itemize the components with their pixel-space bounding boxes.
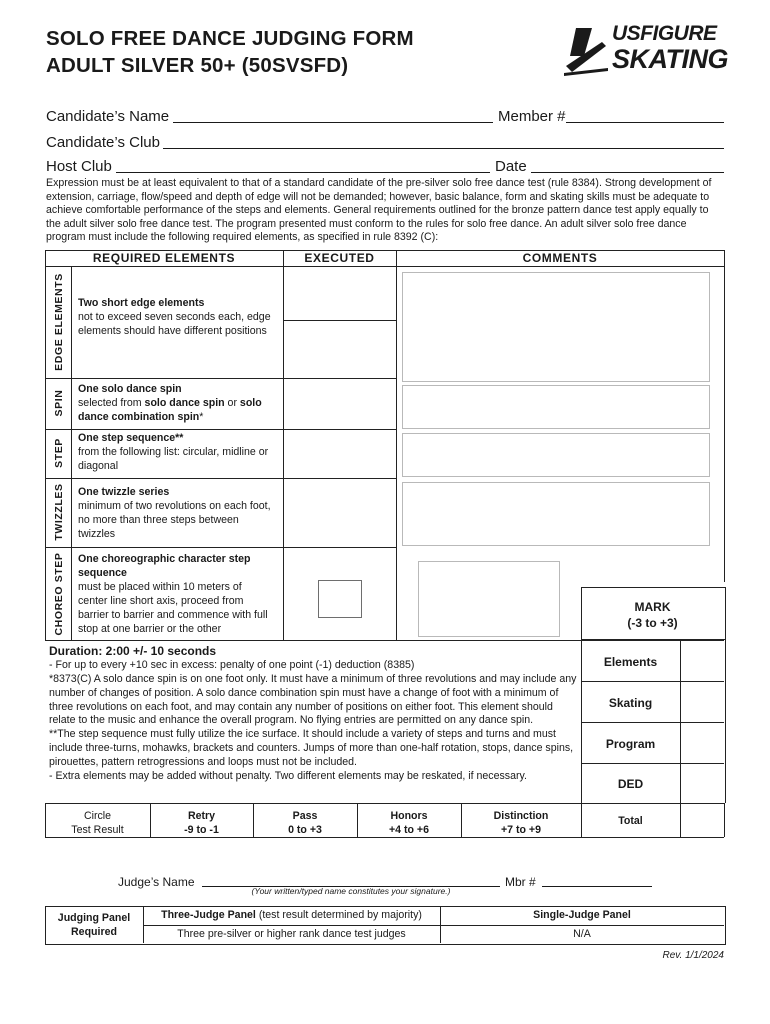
host-club-label: Host Club (46, 158, 112, 175)
row-divider (45, 478, 396, 479)
header-divider (45, 266, 724, 267)
table-left-border (45, 250, 46, 641)
result-pass[interactable]: Pass 0 to +3 (288, 810, 322, 836)
executed-right-border (396, 250, 397, 641)
ded-mark-input[interactable] (681, 764, 724, 803)
us-figure-skating-logo (562, 22, 728, 78)
mbr-field[interactable] (542, 886, 652, 887)
intro-text: Expression must be at least equivalent to that of a standard candidate of the pre-silver solo free dance test (rule 8384). Strong development of extension, carriage, flow/speed and depth of edge will not be demanded; however, basic balance, form and skating skills must be adequate to achieve comfortable performance of the steps and elements. General requirements outlined for the bronze pattern dance test apply equally to the adult silver solo free dance test. The program presented must conform to the rules for solo free dance. An adult silver solo free dance program must include the following required elements, as specified in rule 8392 (C): (46, 177, 712, 244)
total-right-border (724, 803, 725, 837)
member-number-label: Member # (498, 108, 566, 125)
category-twizzles: TWIZZLES (53, 483, 65, 541)
mark-label: MARK (634, 600, 671, 614)
note-step-rule: **The step sequence must fully utilize the ice surface. It should include a variety of steps and turns and must include three-turns, mohawks, brackets and counters. Jumps of more than one-half rotation, stops, dance spins, pirouettes, pattern retrogressions and loops must not be included. (49, 728, 574, 768)
logo-text-bottom: SKATING (612, 44, 728, 74)
comments-header: COMMENTS (522, 251, 598, 265)
revision-date: Rev. 1/1/2024 (662, 950, 724, 961)
comment-box-edge[interactable] (402, 272, 710, 382)
row-divider (45, 547, 396, 548)
executed-header: EXECUTED (304, 251, 375, 265)
mbr-label: Mbr # (505, 875, 536, 889)
comment-box-step[interactable] (402, 433, 710, 477)
mark-skating-label: Skating (608, 696, 653, 710)
category-step: STEP (53, 438, 65, 468)
element-twizzles: One twizzle series minimum of two revolutions on each foot, no more than three steps between twizzles (78, 486, 271, 540)
candidate-club-field[interactable] (163, 148, 724, 149)
table-right-border (724, 250, 725, 582)
form-subtitle: ADULT SILVER 50+ (50SVSFD) (46, 54, 349, 77)
result-retry[interactable]: Retry -9 to -1 (184, 810, 219, 836)
three-judge-panel-heading: Three-Judge Panel (test result determined by majority) (161, 909, 422, 921)
comment-box-spin[interactable] (402, 385, 710, 429)
candidate-name-field[interactable] (173, 122, 493, 123)
result-row-top (45, 803, 724, 804)
member-number-field[interactable] (566, 122, 724, 123)
candidate-name-label: Candidate’s Name (46, 108, 170, 125)
comment-box-twizzles[interactable] (402, 482, 710, 546)
mark-range: (-3 to +3) (627, 616, 678, 630)
panel-row-divider (143, 925, 724, 926)
note-spin-rule: *8373(C) A solo dance spin is on one foot only. It must have a minimum of three revolutions and may include any number of changes of position. A solo dance combination spin must have a change of foot with a minimum of three revolutions on each foot, and may contain any number of positions on either foot. This element should relate to the music and enhance the overall program. No flying entries are permitted on any dance spin. (49, 672, 577, 727)
form-title: SOLO FREE DANCE JUDGING FORM (46, 27, 414, 50)
element-step: One step sequence** from the following list: circular, midline or diagonal (78, 432, 269, 472)
note-extra-elements: - Extra elements may be added without penalty. Two different elements may be reskated, if necessary. (49, 769, 527, 782)
category-edge-elements: EDGE ELEMENTS (53, 273, 65, 371)
single-judge-panel-value: N/A (573, 928, 591, 940)
three-judge-panel-value: Three pre-silver or higher rank dance test judges (177, 928, 406, 940)
candidate-club-label: Candidate’s Club (46, 134, 160, 151)
row-divider (45, 429, 396, 430)
judge-name-label: Judge’s Name (118, 875, 195, 889)
executed-split (283, 320, 396, 321)
element-choreo: One choreographic character step sequence must be placed within 10 meters of center line short axis, proceed from barrier to barrier and commence with full stop at one barrier or the other (78, 553, 268, 635)
date-label: Date (495, 158, 527, 175)
date-field[interactable] (531, 172, 724, 173)
elements-mark-input[interactable] (681, 641, 724, 681)
program-mark-input[interactable] (681, 723, 724, 763)
skating-mark-input[interactable] (681, 682, 724, 722)
note-penalty: - For up to every +10 sec in excess: penalty of one point (-1) deduction (8385) (49, 659, 415, 671)
result-distinction[interactable]: Distinction +7 to +9 (493, 810, 549, 836)
choreo-executed-checkbox[interactable] (318, 580, 362, 618)
row-divider (45, 378, 396, 379)
single-judge-panel-heading: Single-Judge Panel (533, 909, 631, 921)
element-edge: Two short edge elements not to exceed seven seconds each, edge elements should have different positions (78, 297, 271, 337)
result-honors[interactable]: Honors +4 to +6 (388, 810, 430, 836)
mark-ded-label: DED (617, 777, 644, 791)
category-divider (71, 266, 72, 641)
signature-note: (Your written/typed name constitutes your signature.) (251, 886, 451, 896)
mark-program-label: Program (605, 737, 656, 751)
result-row-bottom (45, 837, 724, 838)
executed-left-border (283, 250, 284, 641)
total-mark-input[interactable] (681, 804, 724, 837)
category-spin: SPIN (53, 389, 65, 417)
mark-elements-label: Elements (603, 655, 658, 669)
notes-section (49, 659, 579, 784)
total-label: Total (618, 815, 643, 827)
judging-panel-required-label: Judging Panel Required (57, 912, 131, 938)
circle-test-result-label: Circle Test Result (71, 810, 124, 836)
duration-heading: Duration: 2:00 +/- 10 seconds (49, 644, 217, 658)
comment-box-choreo[interactable] (418, 561, 560, 637)
required-elements-header: REQUIRED ELEMENTS (92, 251, 236, 265)
element-spin: One solo dance spin selected from solo dance spin or solo dance combination spin* (78, 383, 262, 423)
category-choreo-step: CHOREO STEP (53, 552, 65, 636)
logo-text-top: USFIGURE (612, 22, 717, 45)
host-club-field[interactable] (116, 172, 490, 173)
